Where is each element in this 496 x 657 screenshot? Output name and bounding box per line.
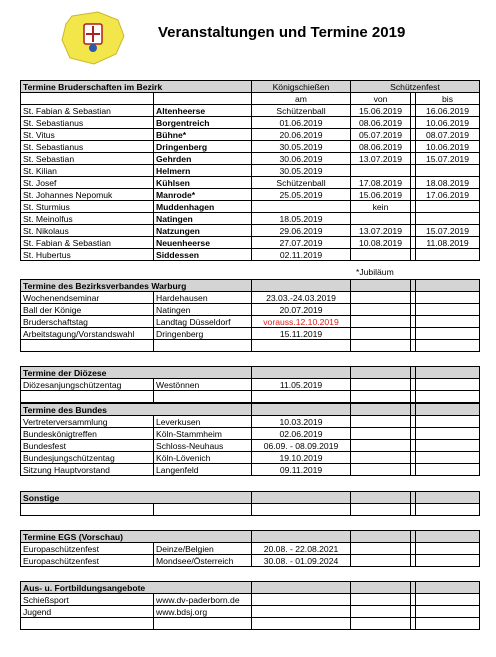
table-row	[21, 594, 480, 606]
empty-cell	[416, 391, 480, 403]
empty-cell	[416, 594, 480, 606]
schuetzenfest-von: 13.07.2019	[351, 153, 411, 165]
empty-cell	[351, 340, 411, 352]
table-row	[21, 189, 480, 201]
event-name: Bundeskönigtreffen	[21, 428, 154, 440]
event-name: Bundesjungschützentag	[21, 452, 154, 464]
empty-cell	[416, 340, 480, 352]
bruderschaft-name: St. Nikolaus	[21, 225, 154, 237]
event-location	[154, 340, 252, 352]
event-location	[154, 504, 252, 516]
bruderschaft-name: St. Fabian & Sebastian	[21, 237, 154, 249]
event-name	[21, 504, 154, 516]
bruderschaften-header: Termine Bruderschaften im Bezirk	[21, 81, 252, 93]
event-date: 09.11.2019	[252, 464, 351, 476]
bruderschaft-name: St. Fabian & Sebastian	[21, 105, 154, 117]
event-date: 30.08. - 01.09.2024	[252, 555, 351, 567]
bruderschaft-name: St. Meinolfus	[21, 213, 154, 225]
ort: Bühne*	[154, 129, 252, 141]
table-row	[21, 452, 480, 464]
empty-cell	[416, 440, 480, 452]
table-row	[21, 153, 480, 165]
bruderschaft-name: St. Johannes Nepomuk	[21, 189, 154, 201]
bruderschaft-name: St. Vitus	[21, 129, 154, 141]
koenigschiessen-date: 20.06.2019	[252, 129, 351, 141]
koenigschiessen-date	[252, 201, 351, 213]
schuetzenfest-bis: 16.06.2019	[416, 105, 480, 117]
schuetzenfest-bis	[416, 249, 480, 261]
koenigschiessen-date: Schützenball	[252, 177, 351, 189]
section-title: Termine des Bundes	[21, 404, 252, 416]
ort: Altenheerse	[154, 105, 252, 117]
empty-cell	[351, 464, 411, 476]
koenigschiessen-date: 02.11.2019	[252, 249, 351, 261]
event-name	[21, 391, 154, 403]
am-label: am	[252, 93, 351, 105]
koenigschiessen-date: 29.06.2019	[252, 225, 351, 237]
table-row	[21, 237, 480, 249]
table-row	[21, 618, 480, 630]
bruderschaft-name: St. Sebastian	[21, 153, 154, 165]
header-cell	[351, 492, 411, 504]
header-cell	[416, 492, 480, 504]
section-header-row	[21, 404, 480, 416]
schuetzenfest-von: 08.06.2019	[351, 117, 411, 129]
ort: Borgentreich	[154, 117, 252, 129]
table-row	[21, 416, 480, 428]
event-date	[252, 391, 351, 403]
section-header-row	[21, 582, 480, 594]
header-cell	[416, 404, 480, 416]
ort: Gehrden	[154, 153, 252, 165]
section-table	[20, 491, 480, 516]
schuetzenfest-bis: 17.06.2019	[416, 189, 480, 201]
empty-cell	[351, 594, 411, 606]
bruderschaft-name: St. Josef	[21, 177, 154, 189]
section-title: Sonstige	[21, 492, 252, 504]
schuetzenfest-bis: 18.08.2019	[416, 177, 480, 189]
empty-cell	[416, 328, 480, 340]
event-location: www.bdsj.org	[154, 606, 252, 618]
jubilaeum-note: *Jubiläum	[356, 267, 394, 277]
table-row	[21, 201, 480, 213]
table-row	[21, 225, 480, 237]
table-row	[21, 165, 480, 177]
bruderschaft-name: St. Sebastianus	[21, 141, 154, 153]
table-row	[21, 213, 480, 225]
event-name: Sitzung Hauptvorstand	[21, 464, 154, 476]
event-date	[252, 594, 351, 606]
schuetzenfest-von	[351, 249, 411, 261]
empty-cell	[351, 618, 411, 630]
event-location: Mondsee/Österreich	[154, 555, 252, 567]
bis-label: bis	[416, 93, 480, 105]
empty-cell	[416, 504, 480, 516]
empty-cell	[416, 292, 480, 304]
table-row	[21, 105, 480, 117]
empty-cell	[416, 555, 480, 567]
empty-cell	[351, 555, 411, 567]
koenigschiessen-date: 25.05.2019	[252, 189, 351, 201]
event-name: Europaschützenfest	[21, 543, 154, 555]
event-location: Köln-Stammheim	[154, 428, 252, 440]
table-row	[21, 440, 480, 452]
event-date: 23.03.-24.03.2019	[252, 292, 351, 304]
event-location: Dringenberg	[154, 328, 252, 340]
event-location: Köln-Lövenich	[154, 452, 252, 464]
header-cell	[252, 582, 351, 594]
empty-cell	[351, 304, 411, 316]
koenigschiessen-date: 30.05.2019	[252, 141, 351, 153]
table-row	[21, 543, 480, 555]
event-location	[154, 618, 252, 630]
empty-cell	[416, 428, 480, 440]
empty-cell	[351, 328, 411, 340]
schuetzenfest-bis	[416, 165, 480, 177]
header-cell	[351, 531, 411, 543]
empty-cell	[351, 606, 411, 618]
koenigschiessen-date: 01.06.2019	[252, 117, 351, 129]
event-date: 20.07.2019	[252, 304, 351, 316]
event-name: Diözesanjungschützentag	[21, 379, 154, 391]
event-location: Deinze/Belgien	[154, 543, 252, 555]
table-row	[21, 316, 480, 328]
table-row	[21, 292, 480, 304]
event-date: 19.10.2019	[252, 452, 351, 464]
section-table	[20, 366, 480, 403]
header-cell	[252, 531, 351, 543]
event-name: Europaschützenfest	[21, 555, 154, 567]
header-cell	[416, 531, 480, 543]
event-date	[252, 606, 351, 618]
ort: Manrode*	[154, 189, 252, 201]
section-title: Termine des Bezirksverbandes Warburg	[21, 280, 252, 292]
event-name: Wochenendseminar	[21, 292, 154, 304]
koenigschiessen-header: Königschießen	[252, 81, 351, 93]
table-row	[21, 328, 480, 340]
empty-cell	[351, 543, 411, 555]
empty-cell	[351, 391, 411, 403]
koenigschiessen-date: 18.05.2019	[252, 213, 351, 225]
table-row	[21, 340, 480, 352]
event-date: 15.11.2019	[252, 328, 351, 340]
event-date: vorauss.12.10.2019	[252, 316, 351, 328]
ort: Natingen	[154, 213, 252, 225]
header-cell	[416, 582, 480, 594]
schuetzenfest-von: 15.06.2019	[351, 105, 411, 117]
table-row	[21, 117, 480, 129]
header-cell	[351, 367, 411, 379]
empty-cell	[416, 618, 480, 630]
table-row	[21, 428, 480, 440]
empty-cell	[351, 379, 411, 391]
header-cell	[351, 404, 411, 416]
event-name: Jugend	[21, 606, 154, 618]
empty-cell	[351, 292, 411, 304]
empty-cell	[351, 428, 411, 440]
header-cell	[351, 582, 411, 594]
empty-cell	[351, 504, 411, 516]
schuetzenfest-von: 10.08.2019	[351, 237, 411, 249]
table-row	[21, 249, 480, 261]
event-location: www.dv-paderborn.de	[154, 594, 252, 606]
ort: Siddessen	[154, 249, 252, 261]
koenigschiessen-date: 30.06.2019	[252, 153, 351, 165]
koenigschiessen-date: Schützenball	[252, 105, 351, 117]
schuetzenfest-bis: 15.07.2019	[416, 225, 480, 237]
section-header-row	[21, 367, 480, 379]
event-location	[154, 391, 252, 403]
header-cell	[252, 492, 351, 504]
event-location: Westönnen	[154, 379, 252, 391]
schuetzenfest-bis: 08.07.2019	[416, 129, 480, 141]
schuetzenfest-bis: 11.08.2019	[416, 237, 480, 249]
ort: Muddenhagen	[154, 201, 252, 213]
bruderschaften-table	[20, 80, 480, 261]
ort: Dringenberg	[154, 141, 252, 153]
koenigschiessen-date: 30.05.2019	[252, 165, 351, 177]
schuetzenfest-bis	[416, 213, 480, 225]
empty-cell	[416, 543, 480, 555]
event-name: Bundesfest	[21, 440, 154, 452]
schuetzenfest-header: Schützenfest	[351, 81, 480, 93]
schuetzenfest-von: 17.08.2019	[351, 177, 411, 189]
header-cell	[252, 367, 351, 379]
von-label: von	[351, 93, 411, 105]
event-name	[21, 340, 154, 352]
empty-cell	[416, 452, 480, 464]
empty-cell	[416, 316, 480, 328]
event-location: Langenfeld	[154, 464, 252, 476]
event-name	[21, 618, 154, 630]
section-header-row	[21, 280, 480, 292]
event-location: Schloss-Neuhaus	[154, 440, 252, 452]
event-name: Arbeitstagung/Vorstandswahl	[21, 328, 154, 340]
empty-cell	[416, 606, 480, 618]
schuetzenfest-von	[351, 165, 411, 177]
schuetzenfest-bis: 15.07.2019	[416, 153, 480, 165]
subheader-blank	[21, 93, 154, 105]
event-date: 20.08. - 22.08.2021	[252, 543, 351, 555]
table-row	[21, 129, 480, 141]
section-title: Aus- u. Fortbildungsangebote	[21, 582, 252, 594]
event-date: 11.05.2019	[252, 379, 351, 391]
table-row	[21, 304, 480, 316]
event-location: Hardehausen	[154, 292, 252, 304]
empty-cell	[351, 316, 411, 328]
event-date	[252, 504, 351, 516]
empty-cell	[351, 416, 411, 428]
table-row	[21, 504, 480, 516]
schuetzenfest-bis: 10.06.2019	[416, 117, 480, 129]
event-name: Ball der Könige	[21, 304, 154, 316]
ort: Helmern	[154, 165, 252, 177]
table-row	[21, 379, 480, 391]
subheader-blank	[154, 93, 252, 105]
schuetzenfest-von: kein	[351, 201, 411, 213]
table-row	[21, 464, 480, 476]
event-date	[252, 618, 351, 630]
ort: Kühlsen	[154, 177, 252, 189]
section-title: Termine EGS (Vorschau)	[21, 531, 252, 543]
section-table	[20, 581, 480, 630]
page-title: Veranstaltungen und Termine 2019	[158, 24, 406, 41]
koenigschiessen-date: 27.07.2019	[252, 237, 351, 249]
bruderschaft-name: St. Hubertus	[21, 249, 154, 261]
section-table	[20, 279, 480, 352]
ort: Natzungen	[154, 225, 252, 237]
event-location: Landtag Düsseldorf	[154, 316, 252, 328]
empty-cell	[416, 379, 480, 391]
schuetzenfest-bis: 10.06.2019	[416, 141, 480, 153]
section-header-row	[21, 531, 480, 543]
table-row	[21, 391, 480, 403]
header-cell	[351, 280, 411, 292]
header-cell	[416, 367, 480, 379]
event-date: 10.03.2019	[252, 416, 351, 428]
event-location: Leverkusen	[154, 416, 252, 428]
table-row	[21, 555, 480, 567]
section-title: Termine der Diözese	[21, 367, 252, 379]
event-date	[252, 340, 351, 352]
schuetzenfest-von: 15.06.2019	[351, 189, 411, 201]
header-cell	[252, 404, 351, 416]
header-cell	[416, 280, 480, 292]
table-row	[21, 606, 480, 618]
schuetzenfest-von: 05.07.2019	[351, 129, 411, 141]
schuetzenfest-von: 13.07.2019	[351, 225, 411, 237]
section-table	[20, 403, 480, 476]
event-name: Bruderschaftstag	[21, 316, 154, 328]
empty-cell	[416, 464, 480, 476]
table-row	[21, 177, 480, 189]
bruderschaft-name: St. Kilian	[21, 165, 154, 177]
event-location: Natingen	[154, 304, 252, 316]
event-name: Schießsport	[21, 594, 154, 606]
bezirk-logo	[58, 10, 128, 66]
event-name: Vertreterversammlung	[21, 416, 154, 428]
bruderschaft-name: St. Sebastianus	[21, 117, 154, 129]
schuetzenfest-von	[351, 213, 411, 225]
bruderschaft-name: St. Sturmius	[21, 201, 154, 213]
ort: Neuenheerse	[154, 237, 252, 249]
section-table	[20, 530, 480, 567]
event-date: 02.06.2019	[252, 428, 351, 440]
header-cell	[252, 280, 351, 292]
table-row	[21, 141, 480, 153]
empty-cell	[416, 416, 480, 428]
section-header-row	[21, 492, 480, 504]
empty-cell	[416, 304, 480, 316]
event-date: 06.09. - 08.09.2019	[252, 440, 351, 452]
empty-cell	[351, 452, 411, 464]
schuetzenfest-von: 08.06.2019	[351, 141, 411, 153]
schuetzenfest-bis	[416, 201, 480, 213]
empty-cell	[351, 440, 411, 452]
